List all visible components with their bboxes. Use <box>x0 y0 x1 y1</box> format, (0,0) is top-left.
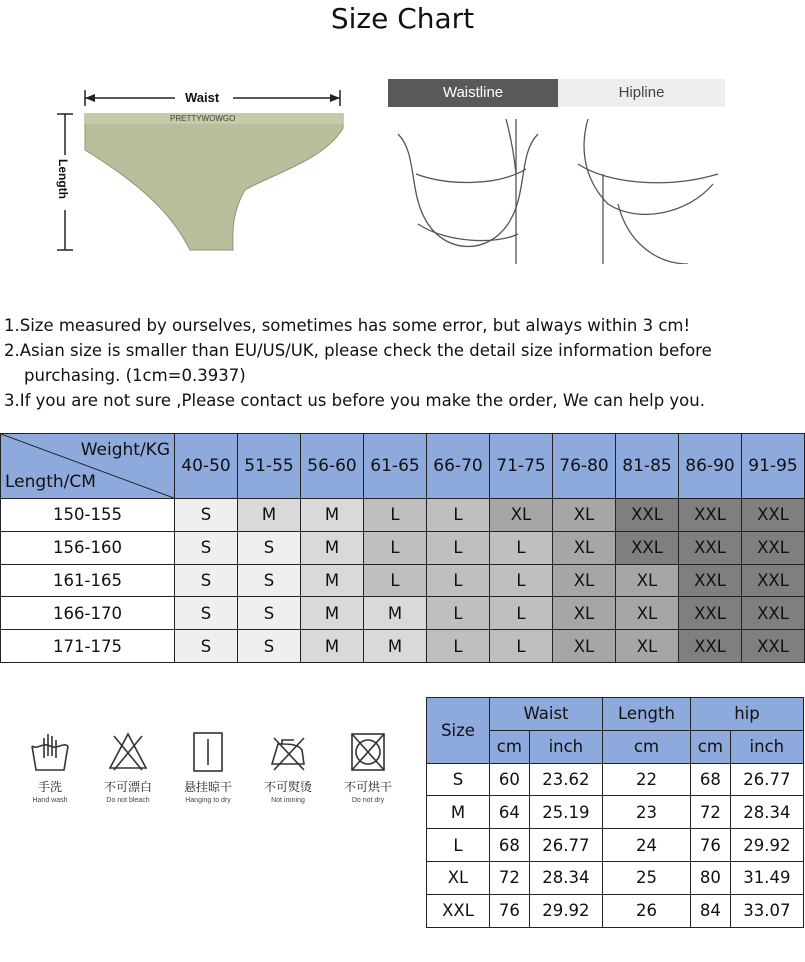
brief-diagram <box>55 80 355 265</box>
value-cell: 68 <box>490 829 530 862</box>
value-cell: 29.92 <box>730 829 803 862</box>
weight-col: 76-80 <box>553 434 616 499</box>
size-cell: L <box>490 630 553 663</box>
value-cell: 23 <box>603 796 691 829</box>
size-cell: XXL <box>679 597 742 630</box>
value-cell: 76 <box>690 829 730 862</box>
size-cell: XXL <box>742 531 805 564</box>
size-cell: XL <box>616 597 679 630</box>
table-row <box>427 894 804 927</box>
care-label-cn: 悬挂晾干 <box>183 780 232 794</box>
value-cell: 84 <box>690 894 730 927</box>
size-cell: L <box>427 531 490 564</box>
value-cell: 76 <box>490 894 530 927</box>
size-cell: L <box>427 829 490 862</box>
value-cell: 68 <box>690 763 730 796</box>
value-cell: 80 <box>690 861 730 894</box>
size-cell: XL <box>616 630 679 663</box>
length-cell: 156-160 <box>1 531 175 564</box>
size-cell: M <box>427 796 490 829</box>
care-label-cn: 不可熨烫 <box>263 780 312 794</box>
unit-header: cm <box>690 730 730 763</box>
size-table-corner <box>1 434 175 499</box>
size-cell: S <box>238 564 301 597</box>
size-cell: L <box>427 630 490 663</box>
size-cell: M <box>238 499 301 532</box>
size-cell: XXL <box>679 564 742 597</box>
size-cell: L <box>364 564 427 597</box>
care-label-en: Do not bleach <box>106 797 150 804</box>
value-cell: 72 <box>490 861 530 894</box>
size-cell: S <box>175 531 238 564</box>
table-row <box>1 531 805 564</box>
size-cell: XXL <box>679 630 742 663</box>
weight-header: Weight/KG <box>80 440 170 460</box>
table-row <box>427 861 804 894</box>
weight-col: 56-60 <box>301 434 364 499</box>
value-cell: 28.34 <box>529 861 602 894</box>
size-cell: S <box>427 763 490 796</box>
weight-col: 81-85 <box>616 434 679 499</box>
weight-col: 71-75 <box>490 434 553 499</box>
weight-col: 51-55 <box>238 434 301 499</box>
care-label-en: Do not dry <box>351 797 385 804</box>
table-row <box>427 829 804 862</box>
size-cell: M <box>301 499 364 532</box>
weight-col: 40-50 <box>175 434 238 499</box>
hang-dry-icon <box>186 730 230 774</box>
size-cell: XXL <box>742 630 805 663</box>
value-cell: 26.77 <box>730 763 803 796</box>
size-cell: L <box>490 531 553 564</box>
care-label-cn: 手洗 <box>37 780 62 794</box>
size-cell: S <box>175 597 238 630</box>
value-cell: 26 <box>603 894 691 927</box>
value-cell: 29.92 <box>529 894 602 927</box>
care-item <box>98 730 158 804</box>
size-cell: XXL <box>616 531 679 564</box>
measurement-guide <box>388 79 728 264</box>
table-row <box>427 796 804 829</box>
care-label-en: Hanging to dry <box>185 797 231 804</box>
size-cell: S <box>175 630 238 663</box>
table-row <box>1 499 805 532</box>
value-cell: 26.77 <box>529 829 602 862</box>
hip-group-header: hip <box>690 698 803 731</box>
size-cell: S <box>238 597 301 630</box>
care-item <box>20 730 80 804</box>
size-cell: XXL <box>742 597 805 630</box>
care-item <box>178 730 238 804</box>
size-cell: S <box>238 531 301 564</box>
size-cell: M <box>301 597 364 630</box>
value-cell: 60 <box>490 763 530 796</box>
note-3: 3.If you are not sure ,Please contact us before you make the order, We can help you. <box>4 391 705 410</box>
size-cell: L <box>364 531 427 564</box>
size-cell: XL <box>553 531 616 564</box>
value-cell: 31.49 <box>730 861 803 894</box>
value-cell: 25 <box>603 861 691 894</box>
care-item <box>338 730 398 804</box>
table-row <box>427 763 804 796</box>
hipline-tab: Hipline <box>558 79 725 107</box>
value-cell: 33.07 <box>730 894 803 927</box>
size-cell: XL <box>553 597 616 630</box>
size-cell: S <box>175 499 238 532</box>
weight-col: 86-90 <box>679 434 742 499</box>
size-cell: XXL <box>742 499 805 532</box>
length-label: Length <box>56 159 70 199</box>
care-item <box>258 730 318 804</box>
care-label-en: Not ironing <box>271 797 305 804</box>
length-cell: 161-165 <box>1 564 175 597</box>
size-cell: S <box>175 564 238 597</box>
care-label-cn: 不可烘干 <box>343 780 392 794</box>
no-bleach-icon <box>106 730 150 774</box>
note-2-cont: purchasing. (1cm=0.3937) <box>24 366 246 385</box>
unit-header: cm <box>603 730 691 763</box>
table-row <box>1 630 805 663</box>
size-cell: M <box>364 630 427 663</box>
length-cell: 166-170 <box>1 597 175 630</box>
size-cell: M <box>364 597 427 630</box>
length-cell: 171-175 <box>1 630 175 663</box>
length-group-header: Length <box>603 698 691 731</box>
care-label-cn: 不可漂白 <box>103 780 152 794</box>
brand-label: PRETTYWOWGO <box>170 114 236 123</box>
table-row <box>1 597 805 630</box>
size-cell: L <box>490 597 553 630</box>
size-cell: XL <box>427 861 490 894</box>
size-cell: L <box>427 597 490 630</box>
unit-header: inch <box>529 730 602 763</box>
size-cell: XL <box>553 564 616 597</box>
page-title: Size Chart <box>330 2 475 35</box>
value-cell: 22 <box>603 763 691 796</box>
value-cell: 24 <box>603 829 691 862</box>
value-cell: 23.62 <box>529 763 602 796</box>
waist-group-header: Waist <box>490 698 603 731</box>
unit-header: cm <box>490 730 530 763</box>
value-cell: 28.34 <box>730 796 803 829</box>
size-header: Size <box>427 698 490 764</box>
size-cell: XXL <box>679 531 742 564</box>
measure-header-row <box>427 698 804 731</box>
weight-col: 91-95 <box>742 434 805 499</box>
notes-block <box>4 313 804 413</box>
weight-col: 66-70 <box>427 434 490 499</box>
value-cell: 72 <box>690 796 730 829</box>
length-cell: 150-155 <box>1 499 175 532</box>
value-cell: 64 <box>490 796 530 829</box>
unit-header: inch <box>730 730 803 763</box>
size-cell: L <box>364 499 427 532</box>
waist-label: Waist <box>185 90 220 105</box>
brief-illustration <box>55 80 355 265</box>
size-table-header-row <box>1 434 805 499</box>
waistline-tab: Waistline <box>388 79 558 107</box>
size-cell: L <box>427 564 490 597</box>
note-1: 1.Size measured by ourselves, sometimes has some error, but always within 3 cm! <box>4 316 691 335</box>
length-header: Length/CM <box>5 472 96 492</box>
size-cell: L <box>427 499 490 532</box>
note-2: 2.Asian size is smaller than EU/US/UK, please check the detail size information before <box>4 341 712 360</box>
value-cell: 25.19 <box>529 796 602 829</box>
size-cell: XXL <box>742 564 805 597</box>
size-cell: XL <box>553 630 616 663</box>
body-sketch <box>388 114 728 264</box>
size-cell: XXL <box>679 499 742 532</box>
care-instructions <box>20 730 400 830</box>
size-cell: L <box>490 564 553 597</box>
size-cell: XL <box>490 499 553 532</box>
size-cell: M <box>301 531 364 564</box>
size-cell: M <box>301 630 364 663</box>
size-cell: XXL <box>427 894 490 927</box>
hand-wash-icon <box>28 730 72 774</box>
size-cell: M <box>301 564 364 597</box>
size-cell: XXL <box>616 499 679 532</box>
no-tumble-dry-icon <box>346 730 390 774</box>
measurement-table <box>426 697 804 928</box>
care-label-en: Hand wash <box>32 797 68 804</box>
table-row <box>1 564 805 597</box>
no-iron-icon <box>266 730 310 774</box>
weight-col: 61-65 <box>364 434 427 499</box>
size-recommendation-table <box>0 433 805 663</box>
size-cell: XL <box>616 564 679 597</box>
size-cell: S <box>238 630 301 663</box>
size-cell: XL <box>553 499 616 532</box>
